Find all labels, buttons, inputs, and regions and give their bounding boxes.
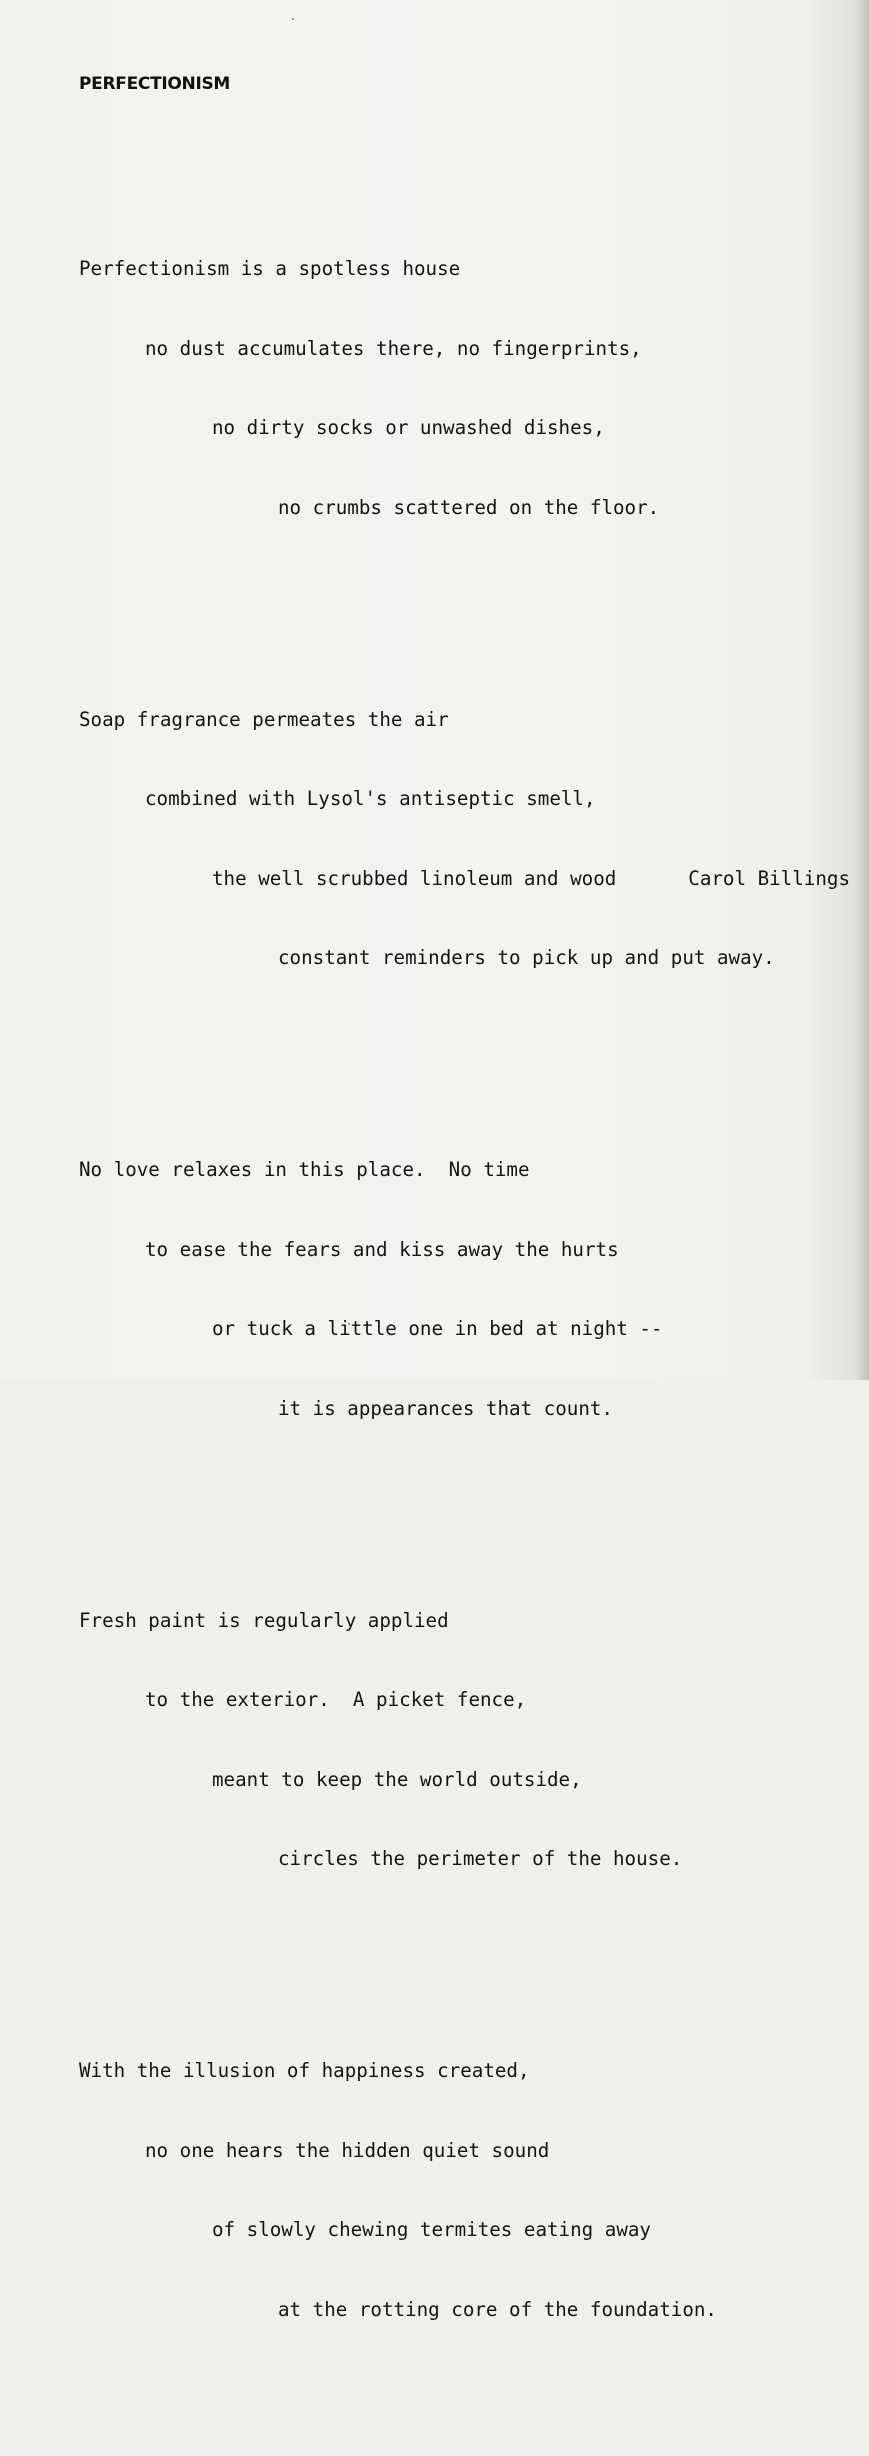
poem-line: at the rotting core of the foundation. bbox=[278, 2297, 717, 2321]
poem-line: No love relaxes in this place. No time bbox=[79, 1158, 530, 1181]
poem-line: Fresh paint is regularly applied bbox=[79, 1608, 449, 1632]
poem-body bbox=[79, 150, 775, 2456]
poem-line: Perfectionism is a spotless house bbox=[79, 257, 461, 280]
poem-line: no crumbs scattered on the floor. bbox=[278, 495, 660, 519]
stanza bbox=[79, 2005, 775, 2376]
poem-line: to ease the fears and kiss away the hurts bbox=[145, 1237, 619, 1261]
poem-line: the well scrubbed linoleum and wood bbox=[212, 866, 617, 890]
poem-line: no dust accumulates there, no fingerprints, bbox=[145, 336, 642, 360]
poem-line: no dirty socks or unwashed dishes, bbox=[212, 416, 605, 439]
poem-line: circles the perimeter of the house. bbox=[278, 1847, 683, 1870]
paper-speck bbox=[292, 18, 294, 20]
stanza bbox=[79, 1555, 775, 1926]
poem-line: meant to keep the world outside, bbox=[212, 1767, 582, 1791]
stanza bbox=[79, 203, 775, 574]
page-edge-shadow bbox=[855, 0, 869, 1380]
poem-line: combined with Lysol's antiseptic smell, bbox=[145, 787, 596, 810]
poem-line: no one hears the hidden quiet sound bbox=[145, 2138, 550, 2162]
poem-line: With the illusion of happiness created, bbox=[79, 2059, 530, 2082]
poem-line: of slowly chewing termites eating away bbox=[212, 2218, 651, 2241]
author-signature: Carol Billings bbox=[688, 867, 850, 890]
poem-title: PERFECTIONISM bbox=[79, 74, 231, 94]
poem-line: to the exterior. A picket fence, bbox=[145, 1688, 527, 1711]
poem-line: it is appearances that count. bbox=[278, 1396, 614, 1420]
stanza bbox=[79, 654, 775, 1025]
stanza bbox=[79, 1104, 775, 1475]
poem-line: constant reminders to pick up and put away. bbox=[278, 946, 775, 969]
poem-line: or tuck a little one in bed at night -- bbox=[212, 1317, 663, 1340]
poem-line: Soap fragrance permeates the air bbox=[79, 707, 449, 731]
